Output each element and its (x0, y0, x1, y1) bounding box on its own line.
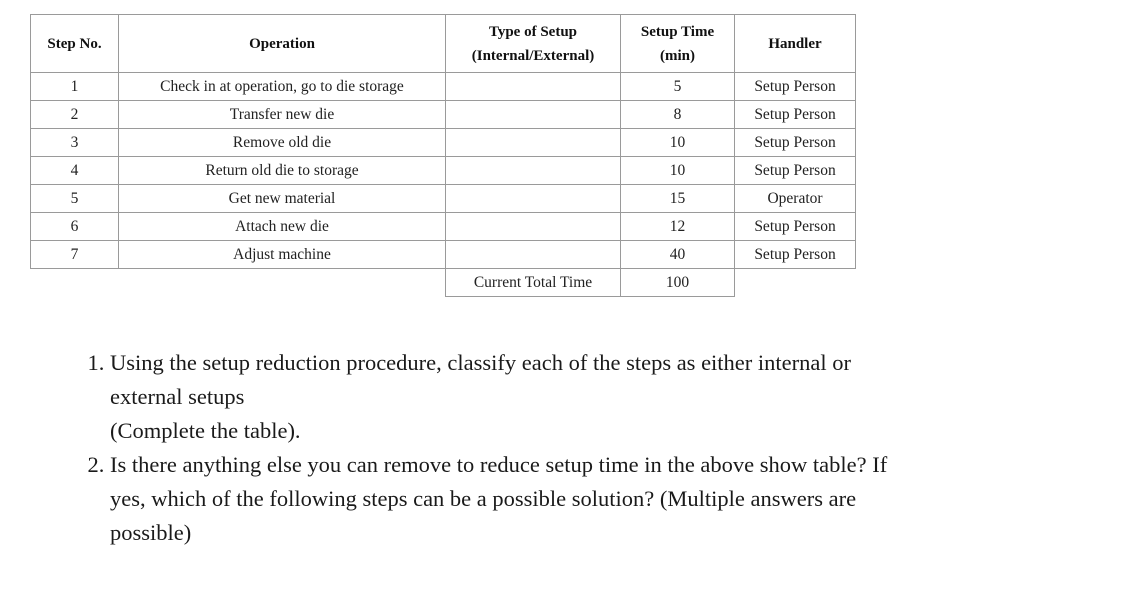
question-list (66, 346, 1124, 550)
cell-type[interactable] (446, 241, 621, 269)
cell-operation: Get new material (119, 185, 446, 213)
cell-step: 5 (31, 185, 119, 213)
header-operation: Operation (119, 15, 446, 73)
question-line: 2. Is there anything else you can remove to reduce setup time in the above show table? If (110, 452, 888, 477)
cell-type[interactable] (446, 101, 621, 129)
blank-cell (31, 269, 119, 297)
cell-step: 3 (31, 129, 119, 157)
total-value: 100 (621, 269, 735, 297)
header-setup-time (621, 15, 735, 73)
question-line: external setups (110, 384, 245, 409)
cell-step: 7 (31, 241, 119, 269)
blank-cell (735, 269, 856, 297)
cell-step: 4 (31, 157, 119, 185)
cell-handler: Setup Person (735, 157, 856, 185)
cell-type[interactable] (446, 213, 621, 241)
table-row (31, 101, 856, 129)
cell-time: 12 (621, 213, 735, 241)
question-line: (Complete the table). (110, 418, 301, 443)
cell-operation: Check in at operation, go to die storage (119, 73, 446, 101)
cell-handler: Operator (735, 185, 856, 213)
cell-handler: Setup Person (735, 213, 856, 241)
question-item (110, 448, 1124, 550)
table-header-row (31, 15, 856, 73)
cell-operation: Attach new die (119, 213, 446, 241)
question-item (110, 346, 1124, 448)
cell-handler: Setup Person (735, 101, 856, 129)
header-time-line1: Setup Time (640, 23, 715, 40)
blank-cell (119, 269, 446, 297)
question-line: 1. Using the setup reduction procedure, classify each of the steps as either internal or (110, 350, 851, 375)
header-handler: Handler (735, 15, 856, 73)
cell-time: 10 (621, 129, 735, 157)
cell-step: 6 (31, 213, 119, 241)
table-row (31, 213, 856, 241)
table-row (31, 157, 856, 185)
question-line: possible) (110, 520, 192, 545)
cell-operation: Remove old die (119, 129, 446, 157)
cell-time: 10 (621, 157, 735, 185)
cell-time: 8 (621, 101, 735, 129)
cell-type[interactable] (446, 185, 621, 213)
cell-operation: Adjust machine (119, 241, 446, 269)
cell-step: 2 (31, 101, 119, 129)
header-time-line2: (min) (660, 47, 695, 64)
cell-type[interactable] (446, 129, 621, 157)
table-row (31, 185, 856, 213)
cell-operation: Return old die to storage (119, 157, 446, 185)
table-row (31, 129, 856, 157)
cell-time: 40 (621, 241, 735, 269)
header-type-line2: (Internal/External) (471, 47, 595, 64)
cell-handler: Setup Person (735, 129, 856, 157)
header-step-no: Step No. (31, 15, 119, 73)
setup-table (30, 14, 856, 297)
cell-handler: Setup Person (735, 73, 856, 101)
header-type-of-setup (446, 15, 621, 73)
total-row (31, 269, 856, 297)
total-label: Current Total Time (446, 269, 621, 297)
cell-type[interactable] (446, 157, 621, 185)
table-row (31, 73, 856, 101)
question-line: yes, which of the following steps can be a possible solution? (Multiple answers are (110, 486, 857, 511)
cell-handler: Setup Person (735, 241, 856, 269)
cell-operation: Transfer new die (119, 101, 446, 129)
cell-type[interactable] (446, 73, 621, 101)
cell-step: 1 (31, 73, 119, 101)
cell-time: 5 (621, 73, 735, 101)
cell-time: 15 (621, 185, 735, 213)
header-type-line1: Type of Setup (488, 23, 578, 40)
table-row (31, 241, 856, 269)
